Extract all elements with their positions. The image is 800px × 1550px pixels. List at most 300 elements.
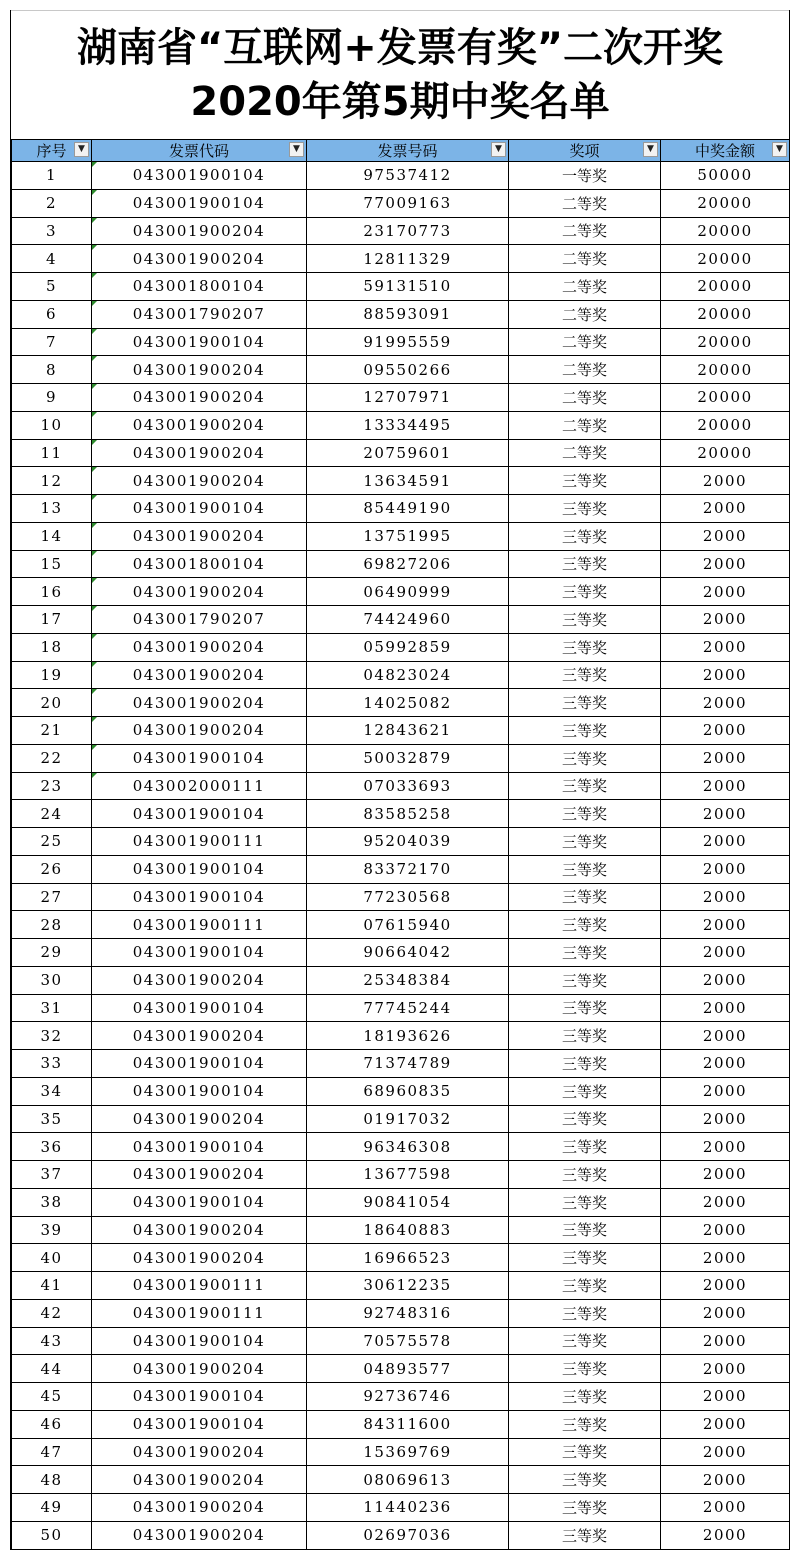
filter-dropdown-icon[interactable]: ▼ (491, 142, 506, 157)
cell-code[interactable]: 043001800104 (92, 273, 307, 301)
table-row (12, 384, 790, 412)
cell-code[interactable]: 043001900204 (92, 1466, 307, 1494)
cell-number[interactable]: 50032879 (307, 744, 509, 772)
cell-no[interactable]: 1 (12, 162, 92, 190)
cell-amount[interactable]: 2000 (661, 1105, 790, 1133)
cell-number[interactable]: 77230568 (307, 883, 509, 911)
table-row (12, 1161, 790, 1189)
cell-number[interactable]: 18640883 (307, 1216, 509, 1244)
cell-prize[interactable]: 三等奖 (509, 1272, 661, 1300)
cell-number[interactable]: 04893577 (307, 1355, 509, 1383)
cell-amount[interactable]: 2000 (661, 1355, 790, 1383)
cell-no[interactable]: 17 (12, 606, 92, 634)
cell-code[interactable]: 043001900204 (92, 356, 307, 384)
cell-no[interactable]: 44 (12, 1355, 92, 1383)
cell-amount[interactable]: 20000 (661, 439, 790, 467)
cell-number[interactable]: 05992859 (307, 633, 509, 661)
cell-no[interactable]: 25 (12, 828, 92, 856)
cell-no[interactable]: 50 (12, 1521, 92, 1549)
cell-number[interactable]: 90841054 (307, 1188, 509, 1216)
cell-code[interactable]: 043001900111 (92, 911, 307, 939)
cell-prize[interactable]: 二等奖 (509, 439, 661, 467)
table-row (12, 1188, 790, 1216)
cell-no[interactable]: 31 (12, 994, 92, 1022)
cell-amount[interactable]: 2000 (661, 606, 790, 634)
cell-code[interactable]: 043001800104 (92, 550, 307, 578)
cell-prize[interactable]: 三等奖 (509, 1161, 661, 1189)
cell-amount[interactable]: 2000 (661, 689, 790, 717)
cell-prize[interactable]: 三等奖 (509, 578, 661, 606)
cell-number[interactable]: 18193626 (307, 1022, 509, 1050)
cell-number[interactable]: 12811329 (307, 245, 509, 273)
cell-prize[interactable]: 三等奖 (509, 606, 661, 634)
cell-code[interactable]: 043001900104 (92, 1383, 307, 1411)
cell-number[interactable]: 16966523 (307, 1244, 509, 1272)
header-row (12, 140, 790, 162)
cell-number[interactable]: 85449190 (307, 495, 509, 523)
cell-prize[interactable]: 二等奖 (509, 411, 661, 439)
cell-amount[interactable]: 20000 (661, 356, 790, 384)
cell-no[interactable]: 49 (12, 1494, 92, 1522)
cell-amount[interactable]: 20000 (661, 189, 790, 217)
cell-prize[interactable]: 三等奖 (509, 800, 661, 828)
cell-amount[interactable]: 2000 (661, 772, 790, 800)
cell-no[interactable]: 46 (12, 1410, 92, 1438)
cell-prize[interactable]: 三等奖 (509, 1022, 661, 1050)
cell-code[interactable]: 043001900204 (92, 1105, 307, 1133)
table-row (12, 800, 790, 828)
cell-prize[interactable]: 二等奖 (509, 273, 661, 301)
header-prize (509, 140, 661, 162)
cell-number[interactable]: 13634591 (307, 467, 509, 495)
cell-amount[interactable]: 2000 (661, 966, 790, 994)
table-row (12, 661, 790, 689)
cell-no[interactable]: 27 (12, 883, 92, 911)
table-row (12, 1355, 790, 1383)
cell-amount[interactable]: 2000 (661, 522, 790, 550)
cell-amount[interactable]: 2000 (661, 911, 790, 939)
cell-code[interactable]: 043002000111 (92, 772, 307, 800)
table-row (12, 550, 790, 578)
cell-no[interactable]: 30 (12, 966, 92, 994)
cell-amount[interactable]: 2000 (661, 1410, 790, 1438)
cell-amount[interactable]: 2000 (661, 578, 790, 606)
cell-prize[interactable]: 二等奖 (509, 245, 661, 273)
cell-code[interactable]: 043001900104 (92, 800, 307, 828)
cell-amount[interactable]: 2000 (661, 633, 790, 661)
cell-amount[interactable]: 50000 (661, 162, 790, 190)
table-row (12, 1133, 790, 1161)
cell-number[interactable]: 92736746 (307, 1383, 509, 1411)
cell-number[interactable]: 23170773 (307, 217, 509, 245)
cell-amount[interactable]: 2000 (661, 1272, 790, 1300)
cell-amount[interactable]: 20000 (661, 384, 790, 412)
cell-code[interactable]: 043001900111 (92, 1299, 307, 1327)
cell-no[interactable]: 40 (12, 1244, 92, 1272)
table-row (12, 1077, 790, 1105)
cell-amount[interactable]: 2000 (661, 1244, 790, 1272)
header-prize-label: 奖项 (569, 142, 600, 160)
cell-prize[interactable]: 三等奖 (509, 633, 661, 661)
cell-prize[interactable]: 三等奖 (509, 1327, 661, 1355)
cell-number[interactable]: 92748316 (307, 1299, 509, 1327)
cell-no[interactable]: 39 (12, 1216, 92, 1244)
cell-code[interactable]: 043001900104 (92, 1327, 307, 1355)
cell-no[interactable]: 22 (12, 744, 92, 772)
cell-amount[interactable]: 2000 (661, 550, 790, 578)
cell-no[interactable]: 16 (12, 578, 92, 606)
cell-no[interactable]: 36 (12, 1133, 92, 1161)
cell-prize[interactable]: 三等奖 (509, 828, 661, 856)
table-row (12, 162, 790, 190)
page-title: 湖南省“互联网+发票有奖”二次开奖 (76, 25, 724, 71)
cell-amount[interactable]: 20000 (661, 300, 790, 328)
cell-no[interactable]: 12 (12, 467, 92, 495)
cell-no[interactable]: 20 (12, 689, 92, 717)
cell-amount[interactable]: 2000 (661, 1216, 790, 1244)
cell-no[interactable]: 47 (12, 1438, 92, 1466)
cell-no[interactable]: 11 (12, 439, 92, 467)
cell-number[interactable]: 13334495 (307, 411, 509, 439)
cell-amount[interactable]: 20000 (661, 411, 790, 439)
cell-code[interactable]: 043001900104 (92, 883, 307, 911)
cell-code[interactable]: 043001900104 (92, 1133, 307, 1161)
cell-code[interactable]: 043001900204 (92, 522, 307, 550)
cell-prize[interactable]: 三等奖 (509, 1355, 661, 1383)
cell-prize[interactable]: 三等奖 (509, 467, 661, 495)
table-row (12, 1299, 790, 1327)
cell-code[interactable]: 043001900204 (92, 578, 307, 606)
cell-prize[interactable]: 三等奖 (509, 661, 661, 689)
cell-number[interactable]: 13677598 (307, 1161, 509, 1189)
cell-amount[interactable]: 2000 (661, 717, 790, 745)
cell-number[interactable]: 11440236 (307, 1494, 509, 1522)
cell-amount[interactable]: 2000 (661, 1161, 790, 1189)
cell-no[interactable]: 15 (12, 550, 92, 578)
cell-code[interactable]: 043001900204 (92, 1216, 307, 1244)
table-row (12, 966, 790, 994)
cell-number[interactable]: 59131510 (307, 273, 509, 301)
cell-prize[interactable]: 三等奖 (509, 550, 661, 578)
cell-number[interactable]: 77009163 (307, 189, 509, 217)
cell-code[interactable]: 043001790207 (92, 606, 307, 634)
cell-no[interactable]: 21 (12, 717, 92, 745)
cell-number[interactable]: 06490999 (307, 578, 509, 606)
table-row (12, 1022, 790, 1050)
cell-code[interactable]: 043001900204 (92, 384, 307, 412)
cell-no[interactable]: 7 (12, 328, 92, 356)
cell-number[interactable]: 97537412 (307, 162, 509, 190)
header-no-label: 序号 (36, 142, 67, 160)
table-row (12, 883, 790, 911)
cell-code[interactable]: 043001900204 (92, 1438, 307, 1466)
cell-amount[interactable]: 2000 (661, 1022, 790, 1050)
table-row (12, 522, 790, 550)
cell-amount[interactable]: 2000 (661, 1050, 790, 1078)
cell-amount[interactable]: 2000 (661, 855, 790, 883)
cell-amount[interactable]: 2000 (661, 495, 790, 523)
cell-amount[interactable]: 2000 (661, 883, 790, 911)
cell-code[interactable]: 043001900204 (92, 1161, 307, 1189)
cell-number[interactable]: 30612235 (307, 1272, 509, 1300)
cell-number[interactable]: 07033693 (307, 772, 509, 800)
cell-amount[interactable]: 2000 (661, 1077, 790, 1105)
cell-prize[interactable]: 三等奖 (509, 1244, 661, 1272)
cell-no[interactable]: 23 (12, 772, 92, 800)
cell-prize[interactable]: 三等奖 (509, 855, 661, 883)
cell-no[interactable]: 8 (12, 356, 92, 384)
cell-prize[interactable]: 三等奖 (509, 1133, 661, 1161)
header-number-label: 发票号码 (377, 142, 438, 160)
cell-prize[interactable]: 三等奖 (509, 1050, 661, 1078)
cell-prize[interactable]: 三等奖 (509, 495, 661, 523)
cell-code[interactable]: 043001900104 (92, 495, 307, 523)
cell-code[interactable]: 043001900204 (92, 245, 307, 273)
cell-number[interactable]: 96346308 (307, 1133, 509, 1161)
cell-prize[interactable]: 三等奖 (509, 1188, 661, 1216)
cell-number[interactable]: 84311600 (307, 1410, 509, 1438)
spreadsheet (10, 10, 790, 1550)
table-row (12, 1521, 790, 1549)
table-row (12, 189, 790, 217)
cell-amount[interactable]: 2000 (661, 1188, 790, 1216)
filter-dropdown-icon[interactable]: ▼ (643, 142, 658, 157)
filter-dropdown-icon[interactable]: ▼ (772, 142, 787, 157)
cell-no[interactable]: 45 (12, 1383, 92, 1411)
cell-prize[interactable]: 三等奖 (509, 1466, 661, 1494)
cell-number[interactable]: 74424960 (307, 606, 509, 634)
cell-number[interactable]: 25348384 (307, 966, 509, 994)
cell-prize[interactable]: 一等奖 (509, 162, 661, 190)
cell-code[interactable]: 043001900104 (92, 1410, 307, 1438)
header-amount (661, 140, 790, 162)
cell-no[interactable]: 43 (12, 1327, 92, 1355)
cell-no[interactable]: 6 (12, 300, 92, 328)
cell-number[interactable]: 91995559 (307, 328, 509, 356)
cell-number[interactable]: 08069613 (307, 1466, 509, 1494)
cell-no[interactable]: 26 (12, 855, 92, 883)
table-row (12, 1466, 790, 1494)
cell-prize[interactable]: 三等奖 (509, 1077, 661, 1105)
table-row (12, 217, 790, 245)
cell-amount[interactable]: 2000 (661, 1383, 790, 1411)
cell-code[interactable]: 043001900104 (92, 744, 307, 772)
cell-number[interactable]: 02697036 (307, 1521, 509, 1549)
cell-number[interactable]: 88593091 (307, 300, 509, 328)
table-row (12, 744, 790, 772)
table-row (12, 1050, 790, 1078)
cell-no[interactable]: 18 (12, 633, 92, 661)
filter-dropdown-icon[interactable]: ▼ (289, 142, 304, 157)
cell-amount[interactable]: 2000 (661, 1299, 790, 1327)
cell-prize[interactable]: 三等奖 (509, 1494, 661, 1522)
cell-code[interactable]: 043001900204 (92, 717, 307, 745)
cell-code[interactable]: 043001900204 (92, 1022, 307, 1050)
table-row (12, 245, 790, 273)
cell-amount[interactable]: 2000 (661, 1327, 790, 1355)
cell-code[interactable]: 043001900111 (92, 1272, 307, 1300)
cell-code[interactable]: 043001900104 (92, 162, 307, 190)
cell-prize[interactable]: 二等奖 (509, 328, 661, 356)
cell-number[interactable]: 01917032 (307, 1105, 509, 1133)
cell-no[interactable]: 10 (12, 411, 92, 439)
cell-code[interactable]: 043001790207 (92, 300, 307, 328)
cell-amount[interactable]: 2000 (661, 800, 790, 828)
cell-code[interactable]: 043001900204 (92, 661, 307, 689)
table-row (12, 1244, 790, 1272)
cell-number[interactable]: 70575578 (307, 1327, 509, 1355)
cell-amount[interactable]: 2000 (661, 467, 790, 495)
table-row (12, 911, 790, 939)
header-code (92, 140, 307, 162)
cell-amount[interactable]: 2000 (661, 1466, 790, 1494)
cell-prize[interactable]: 三等奖 (509, 1216, 661, 1244)
cell-amount[interactable]: 2000 (661, 994, 790, 1022)
cell-number[interactable]: 90664042 (307, 939, 509, 967)
cell-number[interactable]: 12843621 (307, 717, 509, 745)
cell-code[interactable]: 043001900204 (92, 1521, 307, 1549)
table-row (12, 1272, 790, 1300)
cell-amount[interactable]: 2000 (661, 1133, 790, 1161)
table-row (12, 1327, 790, 1355)
cell-amount[interactable]: 2000 (661, 1438, 790, 1466)
cell-prize[interactable]: 三等奖 (509, 744, 661, 772)
cell-prize[interactable]: 三等奖 (509, 966, 661, 994)
cell-number[interactable]: 13751995 (307, 522, 509, 550)
cell-code[interactable]: 043001900104 (92, 855, 307, 883)
cell-amount[interactable]: 20000 (661, 217, 790, 245)
cell-code[interactable]: 043001900111 (92, 828, 307, 856)
cell-no[interactable]: 13 (12, 495, 92, 523)
cell-prize[interactable]: 三等奖 (509, 1299, 661, 1327)
cell-no[interactable]: 3 (12, 217, 92, 245)
cell-prize[interactable]: 三等奖 (509, 1410, 661, 1438)
cell-prize[interactable]: 三等奖 (509, 1105, 661, 1133)
cell-number[interactable]: 09550266 (307, 356, 509, 384)
cell-code[interactable]: 043001900204 (92, 467, 307, 495)
cell-number[interactable]: 12707971 (307, 384, 509, 412)
cell-code[interactable]: 043001900204 (92, 966, 307, 994)
cell-number[interactable]: 83372170 (307, 855, 509, 883)
cell-no[interactable]: 38 (12, 1188, 92, 1216)
cell-prize[interactable]: 二等奖 (509, 384, 661, 412)
cell-no[interactable]: 19 (12, 661, 92, 689)
cell-number[interactable]: 14025082 (307, 689, 509, 717)
cell-no[interactable]: 33 (12, 1050, 92, 1078)
cell-prize[interactable]: 三等奖 (509, 689, 661, 717)
cell-code[interactable]: 043001900204 (92, 1355, 307, 1383)
cell-code[interactable]: 043001900104 (92, 939, 307, 967)
table-body (12, 162, 790, 1550)
header-no (12, 140, 92, 162)
cell-no[interactable]: 34 (12, 1077, 92, 1105)
cell-amount[interactable]: 20000 (661, 273, 790, 301)
table-row (12, 411, 790, 439)
cell-prize[interactable]: 三等奖 (509, 911, 661, 939)
cell-no[interactable]: 48 (12, 1466, 92, 1494)
cell-amount[interactable]: 2000 (661, 828, 790, 856)
cell-prize[interactable]: 三等奖 (509, 883, 661, 911)
cell-no[interactable]: 29 (12, 939, 92, 967)
cell-number[interactable]: 15369769 (307, 1438, 509, 1466)
cell-number[interactable]: 68960835 (307, 1077, 509, 1105)
cell-prize[interactable]: 二等奖 (509, 300, 661, 328)
cell-code[interactable]: 043001900104 (92, 189, 307, 217)
cell-code[interactable]: 043001900204 (92, 1494, 307, 1522)
cell-code[interactable]: 043001900104 (92, 994, 307, 1022)
cell-code[interactable]: 043001900204 (92, 411, 307, 439)
cell-amount[interactable]: 2000 (661, 939, 790, 967)
table-row (12, 1105, 790, 1133)
table-row (12, 717, 790, 745)
cell-no[interactable]: 28 (12, 911, 92, 939)
cell-code[interactable]: 043001900104 (92, 328, 307, 356)
cell-no[interactable]: 14 (12, 522, 92, 550)
cell-no[interactable]: 35 (12, 1105, 92, 1133)
cell-number[interactable]: 77745244 (307, 994, 509, 1022)
cell-prize[interactable]: 三等奖 (509, 1438, 661, 1466)
cell-amount[interactable]: 2000 (661, 661, 790, 689)
cell-no[interactable]: 4 (12, 245, 92, 273)
cell-no[interactable]: 41 (12, 1272, 92, 1300)
cell-number[interactable]: 71374789 (307, 1050, 509, 1078)
cell-code[interactable]: 043001900204 (92, 217, 307, 245)
header-code-label: 发票代码 (168, 142, 229, 160)
cell-no[interactable]: 32 (12, 1022, 92, 1050)
cell-number[interactable]: 69827206 (307, 550, 509, 578)
cell-prize[interactable]: 三等奖 (509, 522, 661, 550)
cell-code[interactable]: 043001900104 (92, 1050, 307, 1078)
header-amount-label: 中奖金额 (694, 142, 755, 160)
cell-amount[interactable]: 2000 (661, 744, 790, 772)
cell-amount[interactable]: 2000 (661, 1494, 790, 1522)
cell-no[interactable]: 42 (12, 1299, 92, 1327)
cell-number[interactable]: 95204039 (307, 828, 509, 856)
cell-amount[interactable]: 20000 (661, 328, 790, 356)
page-subtitle: 2020年第5期中奖名单 (190, 79, 610, 125)
cell-no[interactable]: 5 (12, 273, 92, 301)
cell-code[interactable]: 043001900204 (92, 439, 307, 467)
cell-prize[interactable]: 二等奖 (509, 189, 661, 217)
cell-prize[interactable]: 二等奖 (509, 356, 661, 384)
cell-amount[interactable]: 20000 (661, 245, 790, 273)
cell-no[interactable]: 24 (12, 800, 92, 828)
cell-prize[interactable]: 三等奖 (509, 717, 661, 745)
cell-prize[interactable]: 三等奖 (509, 939, 661, 967)
cell-number[interactable]: 20759601 (307, 439, 509, 467)
cell-prize[interactable]: 三等奖 (509, 1521, 661, 1549)
cell-amount[interactable]: 2000 (661, 1521, 790, 1549)
cell-no[interactable]: 2 (12, 189, 92, 217)
table-row (12, 356, 790, 384)
cell-number[interactable]: 83585258 (307, 800, 509, 828)
table-row (12, 439, 790, 467)
cell-prize[interactable]: 二等奖 (509, 217, 661, 245)
cell-no[interactable]: 9 (12, 384, 92, 412)
cell-code[interactable]: 043001900104 (92, 1188, 307, 1216)
cell-code[interactable]: 043001900204 (92, 689, 307, 717)
cell-code[interactable]: 043001900204 (92, 1244, 307, 1272)
cell-prize[interactable]: 三等奖 (509, 994, 661, 1022)
cell-number[interactable]: 07615940 (307, 911, 509, 939)
cell-no[interactable]: 37 (12, 1161, 92, 1189)
cell-code[interactable]: 043001900204 (92, 633, 307, 661)
cell-number[interactable]: 04823024 (307, 661, 509, 689)
cell-prize[interactable]: 三等奖 (509, 1383, 661, 1411)
cell-code[interactable]: 043001900104 (92, 1077, 307, 1105)
filter-dropdown-icon[interactable]: ▼ (74, 142, 89, 157)
cell-prize[interactable]: 三等奖 (509, 772, 661, 800)
